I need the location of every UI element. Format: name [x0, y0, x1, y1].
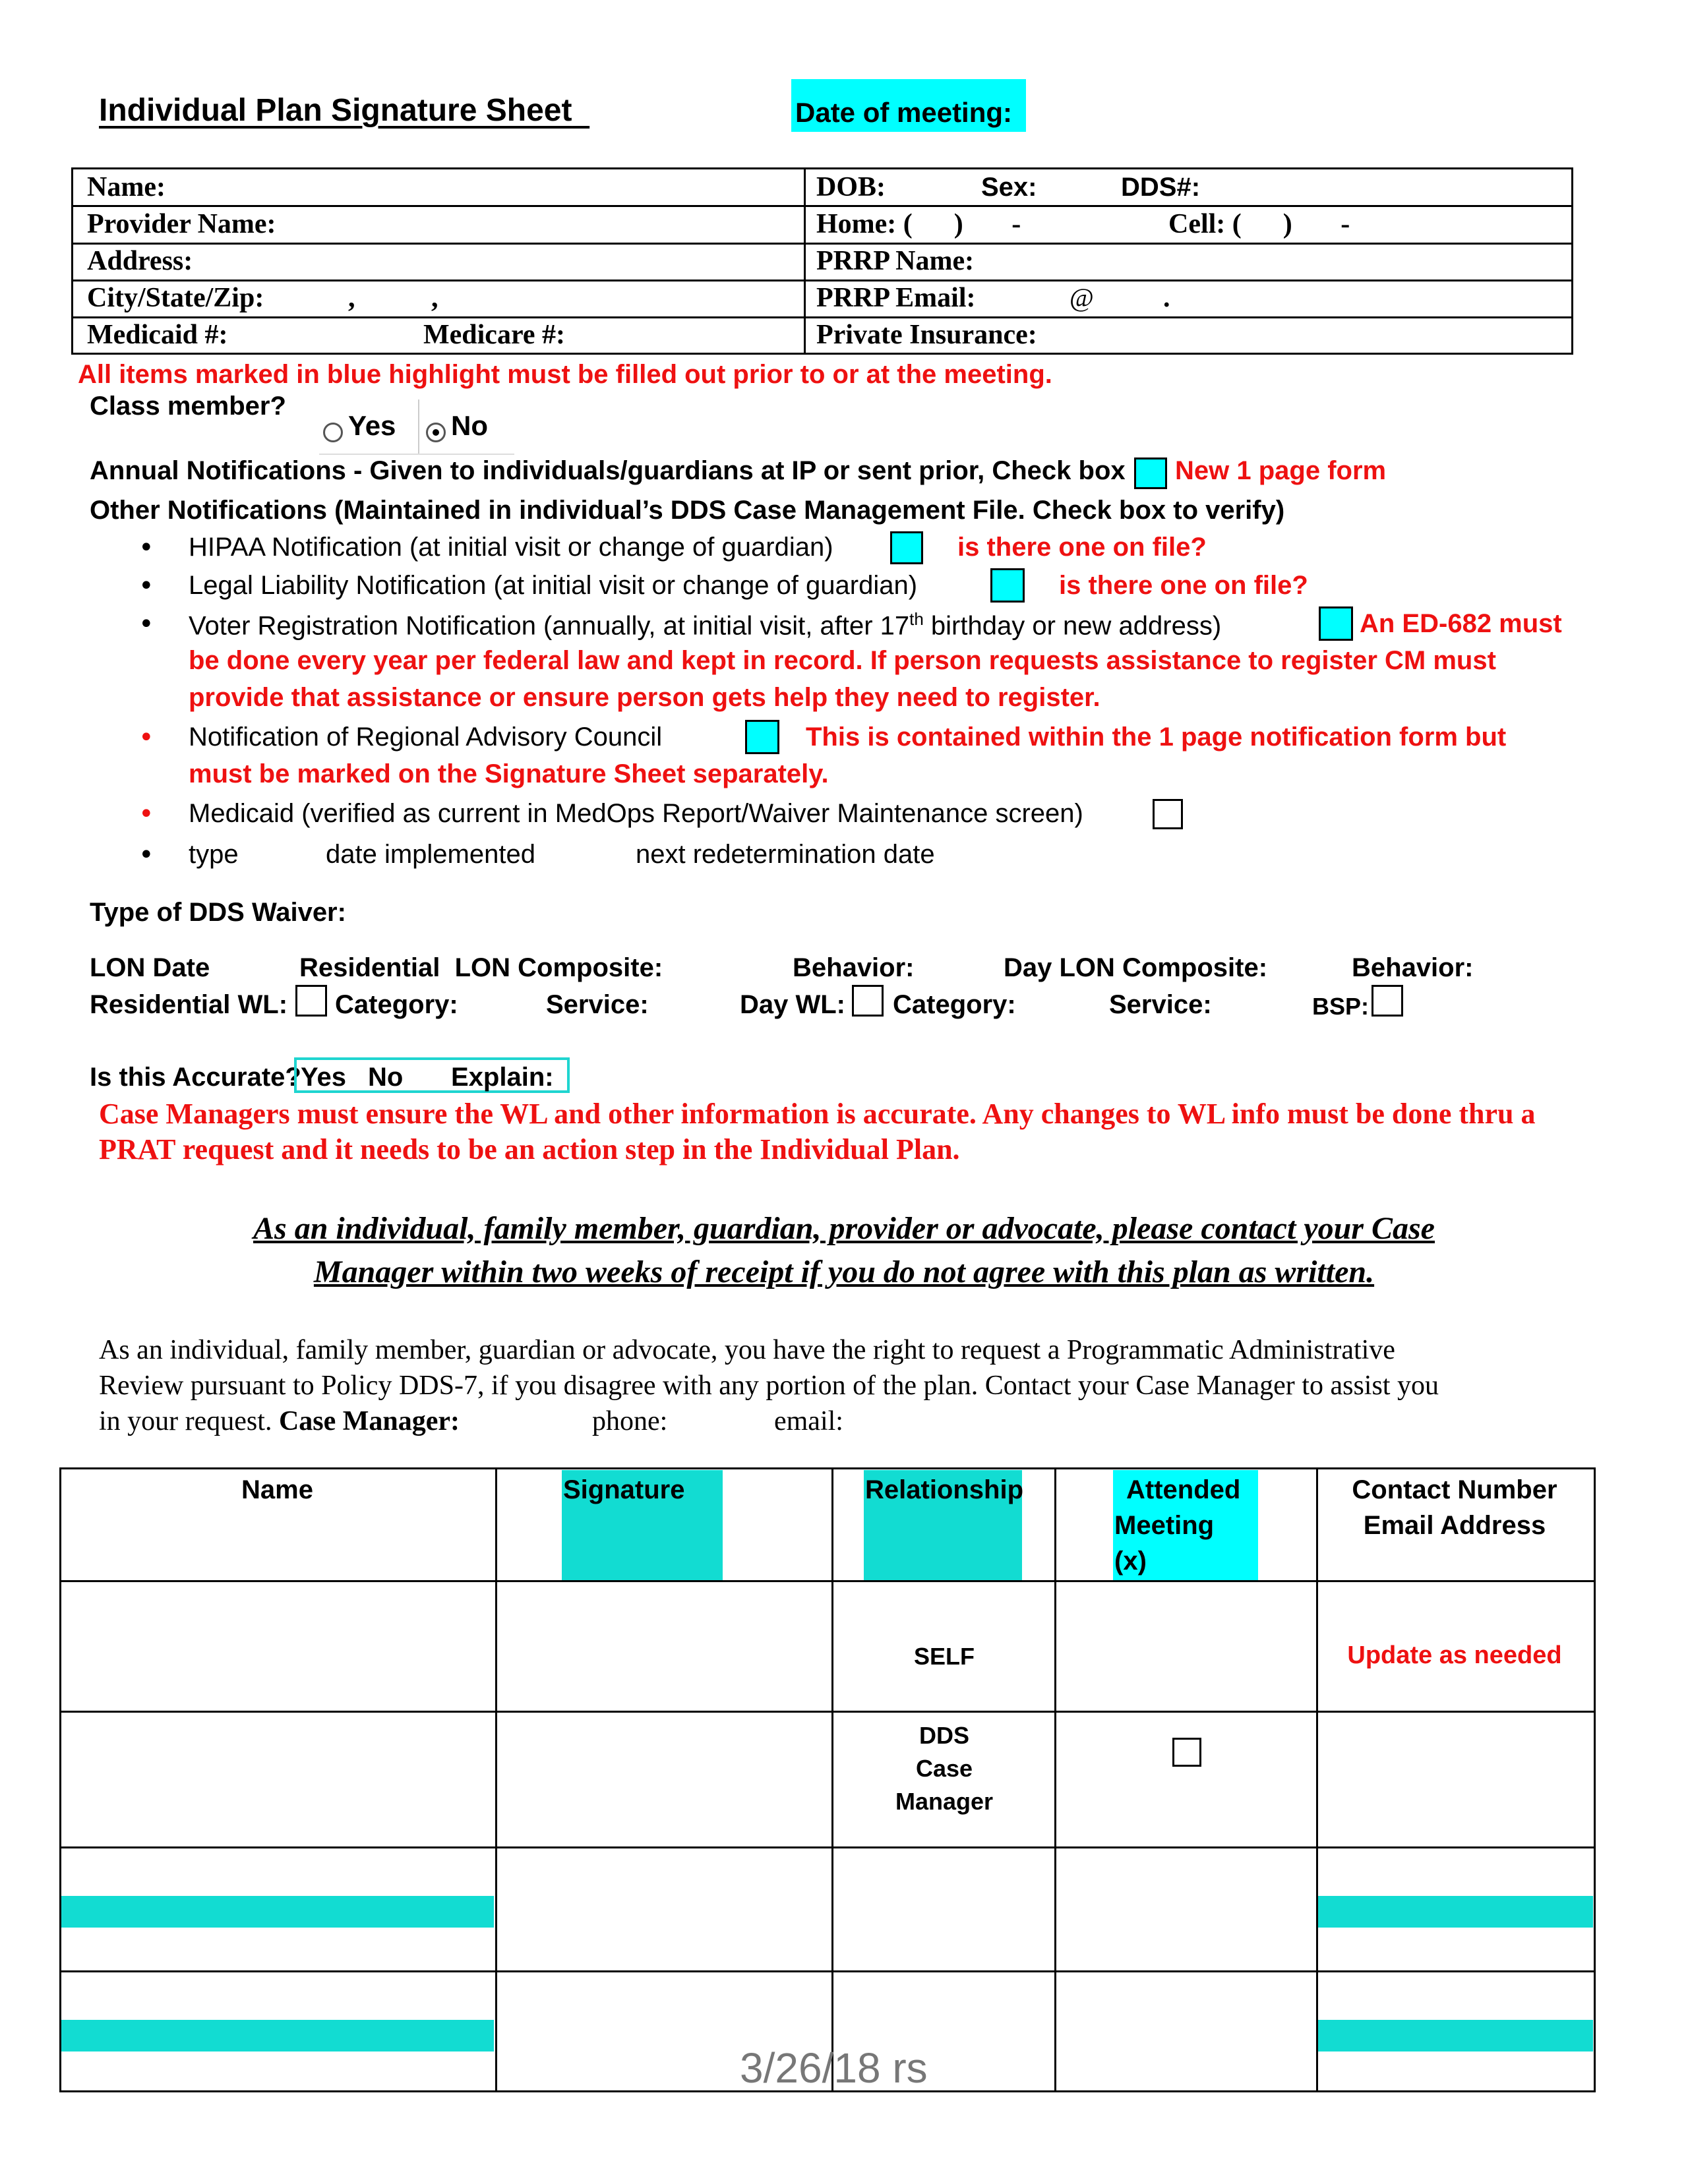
bullet-regional: • — [138, 723, 154, 753]
class-member-label: Class member? — [90, 392, 286, 421]
accurate-label: Is this Accurate? — [90, 1063, 301, 1092]
lon-date-label: LON Date — [90, 953, 210, 982]
category-label-2: Category: — [893, 990, 1016, 1019]
radio-yes-label: Yes — [348, 410, 396, 441]
sex-field[interactable]: Sex: — [981, 173, 1037, 202]
header-attended-3: (x) — [1114, 1547, 1147, 1576]
rights-line2: Review pursuant to Policy DDS-7, if you disagree with any portion of the plan. Contact your Case Manager to assist you — [99, 1371, 1439, 1401]
wl-warning-line2: PRAT request and it needs to be an action step in the Individual Plan. — [99, 1133, 960, 1166]
city-separator-1: , — [348, 283, 355, 313]
day-lon-label: Day LON Composite: — [1004, 953, 1268, 982]
footer-version: 3/26/18 rs — [740, 2044, 928, 2092]
provider-name-field[interactable]: Provider Name: — [87, 209, 276, 239]
rights-line3: in your request. Case Manager: — [99, 1406, 460, 1436]
address-field[interactable]: Address: — [87, 246, 193, 276]
bullet-legal: • — [138, 571, 154, 601]
legal-liability-checkbox[interactable] — [990, 568, 1025, 603]
bsp-label: BSP: — [1312, 993, 1370, 1020]
radio-yes-circle[interactable] — [323, 423, 343, 442]
residential-lon-label: Residential LON Composite: — [299, 953, 663, 982]
regional-advisory-text: Notification of Regional Advisory Council — [189, 723, 663, 752]
legal-liability-note: is there one on file? — [1059, 571, 1308, 600]
relationship-dds-3: Manager — [895, 1788, 994, 1815]
medicaid-checkbox[interactable] — [1153, 799, 1183, 829]
header-contact-2: Email Address — [1363, 1511, 1546, 1540]
rights-line1: As an individual, family member, guardian or advocate, you have the right to request a Programmatic Administrative — [99, 1335, 1395, 1365]
prrp-name-field[interactable]: PRRP Name: — [816, 246, 975, 276]
city-state-zip-field[interactable]: City/State/Zip: — [87, 283, 264, 313]
accurate-explain[interactable]: Explain: — [451, 1063, 554, 1092]
home-phone-field[interactable]: Home: ( ) - — [816, 209, 1021, 239]
waiver-type-text: type — [189, 840, 239, 869]
relationship-dds-2: Case — [915, 1755, 973, 1782]
header-signature: Signature — [563, 1475, 685, 1504]
radio-no[interactable] — [426, 410, 488, 442]
email-at-sign: @ — [1070, 283, 1094, 312]
dds-number-field[interactable]: DDS#: — [1121, 173, 1201, 202]
contact-notice-line2: Manager within two weeks of receipt if you do not agree with this plan as written. — [313, 1254, 1375, 1289]
contact-notice-line1: As an individual, family member, guardian, provider or advocate, please contact your Case — [253, 1211, 1435, 1246]
day-wl-label: Day WL: — [740, 990, 845, 1019]
date-of-meeting-label: Date of meeting: — [791, 79, 1026, 132]
annual-notifications-checkbox[interactable] — [1134, 457, 1167, 489]
voter-note-line2: be done every year per federal law and kept in record. If person requests assistance to register CM must — [189, 646, 1496, 675]
page-title: Individual Plan Signature Sheet — [99, 93, 572, 128]
hipaa-checkbox[interactable] — [890, 531, 923, 564]
category-label-1: Category: — [335, 990, 458, 1019]
accurate-yes[interactable]: Yes — [301, 1063, 346, 1092]
next-redetermination-text: next redetermination date — [636, 840, 935, 869]
highlight-notice: All items marked in blue highlight must be filled out prior to or at the meeting. — [78, 360, 1052, 389]
city-separator-2: , — [431, 283, 438, 313]
bullet-medicaid: • — [138, 799, 154, 829]
signature-table — [59, 1467, 1596, 2092]
medicaid-verified-text: Medicaid (verified as current in MedOps Report/Waiver Maintenance screen) — [189, 799, 1083, 828]
bullet-hipaa: • — [138, 533, 154, 563]
radio-no-circle[interactable] — [426, 423, 446, 442]
prrp-email-field[interactable]: PRRP Email: — [816, 283, 976, 313]
legal-liability-text: Legal Liability Notification (at initial visit or change of guardian) — [189, 571, 918, 600]
hipaa-note: is there one on file? — [957, 533, 1207, 562]
bullet-type: • — [138, 840, 154, 870]
regional-note-line1: This is contained within the 1 page notification form but — [806, 723, 1507, 752]
header-attended-2: Meeting — [1114, 1511, 1215, 1540]
relationship-dds-1: DDS — [919, 1722, 969, 1749]
service-label-2: Service: — [1109, 990, 1212, 1019]
dob-field[interactable]: DOB: — [816, 172, 886, 202]
service-label-1: Service: — [546, 990, 649, 1019]
behavior-label-1: Behavior: — [793, 953, 915, 982]
voter-registration-text: Voter Registration Notification (annually, at initial visit, after 17th birthday or new address) — [189, 609, 1222, 641]
regional-note-line2: must be marked on the Signature Sheet separately. — [189, 759, 829, 788]
header-relationship: Relationship — [865, 1475, 1024, 1504]
radio-no-label: No — [451, 410, 488, 441]
regional-advisory-checkbox[interactable] — [745, 720, 779, 754]
voter-note-line3: provide that assistance or ensure person gets help they need to register. — [189, 683, 1100, 712]
radio-divider — [418, 399, 419, 454]
name-field[interactable]: Name: — [87, 172, 166, 202]
medicare-number-field[interactable]: Medicare #: — [423, 320, 565, 350]
other-notifications-text: Other Notifications (Maintained in individual’s DDS Case Management File. Check box to verify) — [90, 496, 1285, 525]
annual-notifications-text: Annual Notifications - Given to individuals/guardians at IP or sent prior, Check box — [90, 456, 1126, 485]
attended-checkbox-case-manager[interactable] — [1172, 1738, 1201, 1767]
cell-phone-field[interactable]: Cell: ( ) - — [1168, 209, 1350, 239]
update-as-needed: Update as needed — [1347, 1641, 1562, 1669]
voter-registration-checkbox[interactable] — [1319, 606, 1353, 641]
private-insurance-field[interactable]: Private Insurance: — [816, 320, 1037, 350]
residential-wl-label: Residential WL: — [90, 990, 288, 1019]
class-member-radio-group — [319, 399, 514, 455]
voter-superscript: th — [909, 609, 924, 629]
medicaid-number-field[interactable]: Medicaid #: — [87, 320, 228, 350]
wl-warning-line1: Case Managers must ensure the WL and other information is accurate. Any changes to WL info must be done thru a — [99, 1098, 1536, 1130]
header-contact-1: Contact Number — [1352, 1475, 1557, 1504]
bsp-checkbox[interactable] — [1372, 985, 1403, 1017]
case-manager-email-label: email: — [774, 1406, 843, 1436]
waiver-type-label: Type of DDS Waiver: — [90, 898, 346, 927]
case-manager-phone-label: phone: — [592, 1406, 668, 1436]
bullet-voter: • — [138, 609, 154, 639]
relationship-self: SELF — [913, 1643, 975, 1670]
date-implemented-text: date implemented — [326, 840, 535, 869]
hipaa-notification-text: HIPAA Notification (at initial visit or change of guardian) — [189, 533, 833, 562]
case-manager-label: Case Manager: — [278, 1406, 460, 1436]
email-dot: . — [1163, 283, 1170, 313]
residential-wl-checkbox[interactable] — [295, 985, 327, 1017]
header-name: Name — [241, 1475, 313, 1504]
accurate-no[interactable]: No — [368, 1063, 404, 1092]
header-attended-1: Attended — [1126, 1475, 1241, 1504]
annual-notifications-note: New 1 page form — [1175, 456, 1387, 485]
behavior-label-2: Behavior: — [1352, 953, 1474, 982]
voter-note-line1: An ED-682 must — [1360, 609, 1562, 638]
radio-yes[interactable] — [323, 410, 396, 442]
day-wl-checkbox[interactable] — [852, 985, 884, 1017]
